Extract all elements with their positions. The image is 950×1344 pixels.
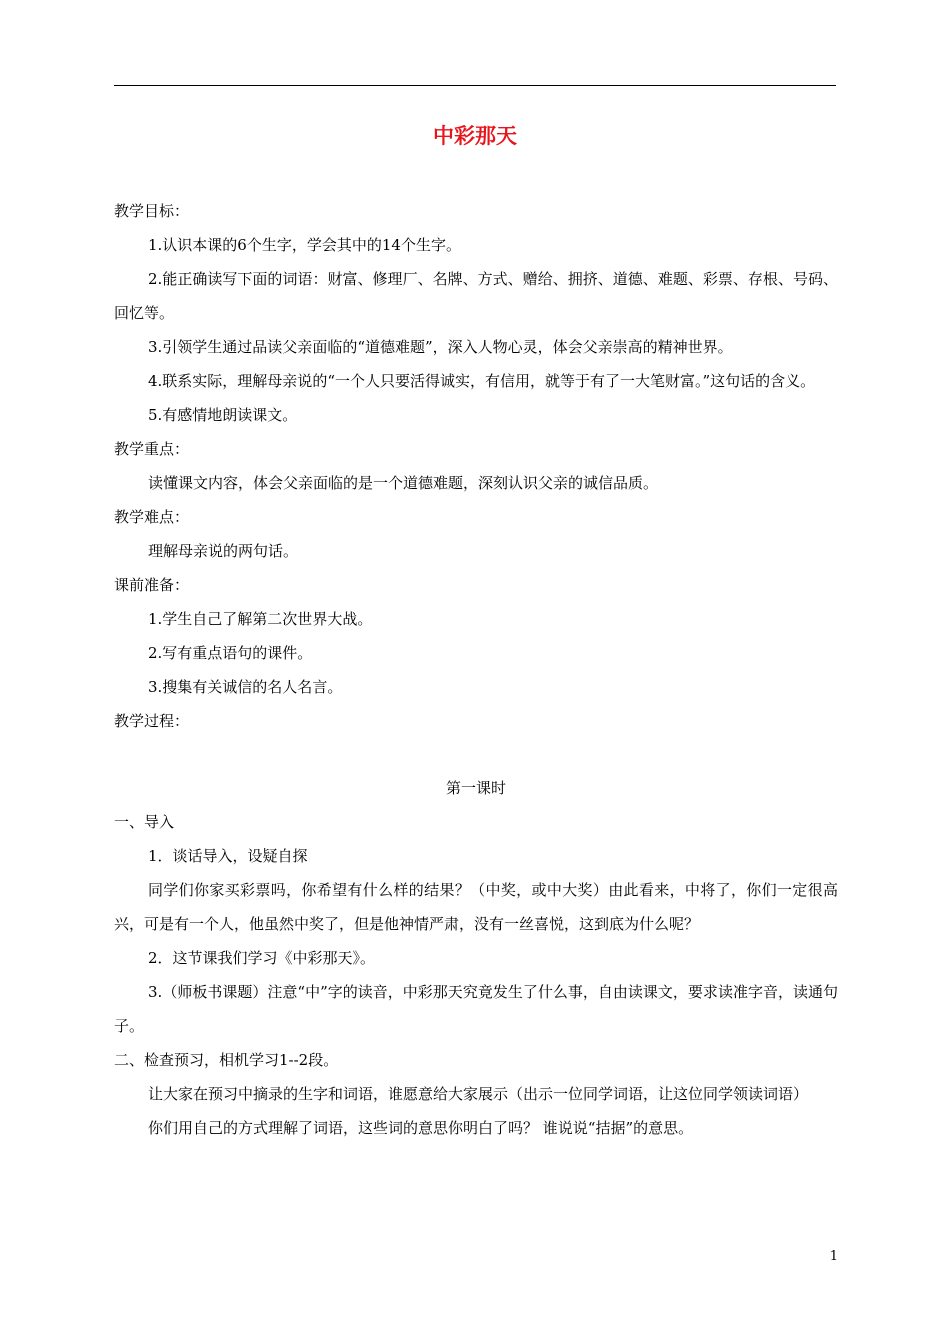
header-rule: [114, 85, 836, 86]
intro-step-1: 1．谈话导入，设疑自探: [148, 847, 308, 865]
heading-difficulties: 教学难点：: [114, 508, 190, 526]
heading-teaching-goals: 教学目标：: [114, 202, 190, 220]
preview-paragraph-1: 让大家在预习中摘录的生字和词语，谁愿意给大家展示（出示一位同学词语，让这位同学领读词语）: [148, 1085, 809, 1103]
key-points-text: 读懂课文内容，体会父亲面临的是一个道德难题，深刻认识父亲的诚信品质。: [148, 474, 659, 492]
goal-item-5: 5.有感情地朗读课文。: [148, 406, 298, 424]
heading-preview-check: 二、检查预习，相机学习1--2段。: [114, 1051, 339, 1069]
heading-introduction: 一、导入: [114, 813, 175, 831]
preparation-item-1: 1.学生自己了解第二次世界大战。: [148, 610, 373, 628]
preparation-item-3: 3.搜集有关诚信的名人名言。: [148, 678, 343, 696]
goal-item-2: 2.能正确读写下面的词语：财富、修理厂、名牌、方式、赠给、拥挤、道德、难题、彩票、存根、号码、回忆等。: [114, 270, 838, 322]
intro-paragraph: 同学们你家买彩票吗，你希望有什么样的结果？（中奖，或中大奖）由此看来，中将了，你们一定很高兴，可是有一个人，他虽然中奖了，但是他神情严肃，没有一丝喜悦，这到底为什么呢？: [114, 881, 838, 933]
difficulties-text: 理解母亲说的两句话。: [148, 542, 299, 560]
document-body: [114, 194, 838, 1145]
preview-paragraph-2: 你们用自己的方式理解了词语，这些词的意思你明白了吗？ 谁说说“拮据”的意思。: [148, 1119, 694, 1137]
heading-key-points: 教学重点：: [114, 440, 190, 458]
goal-item-1: 1.认识本课的6个生字，学会其中的14个生字。: [148, 236, 461, 254]
goal-item-3: 3.引领学生通过品读父亲面临的“道德难题”，深入人物心灵，体会父亲崇高的精神世界。: [148, 338, 733, 356]
intro-step-2: 2．这节课我们学习《中彩那天》。: [148, 949, 376, 967]
document-title: 中彩那天: [433, 124, 517, 148]
preparation-item-2: 2.写有重点语句的课件。: [148, 644, 313, 662]
page-number: 1: [829, 1249, 838, 1264]
goal-item-4: 4.联系实际，理解母亲说的“一个人只要活得诚实，有信用，就等于有了一大笔财富。”这句话的含义。: [148, 372, 816, 390]
heading-process: 教学过程：: [114, 712, 190, 730]
heading-preparation: 课前准备：: [114, 576, 190, 594]
intro-step-3: 3.（师板书课题）注意“中”字的读音，中彩那天究竟发生了什么事，自由读课文，要求读准字音，读通句子。: [114, 983, 838, 1035]
lesson-section-title: 第一课时: [445, 779, 506, 797]
